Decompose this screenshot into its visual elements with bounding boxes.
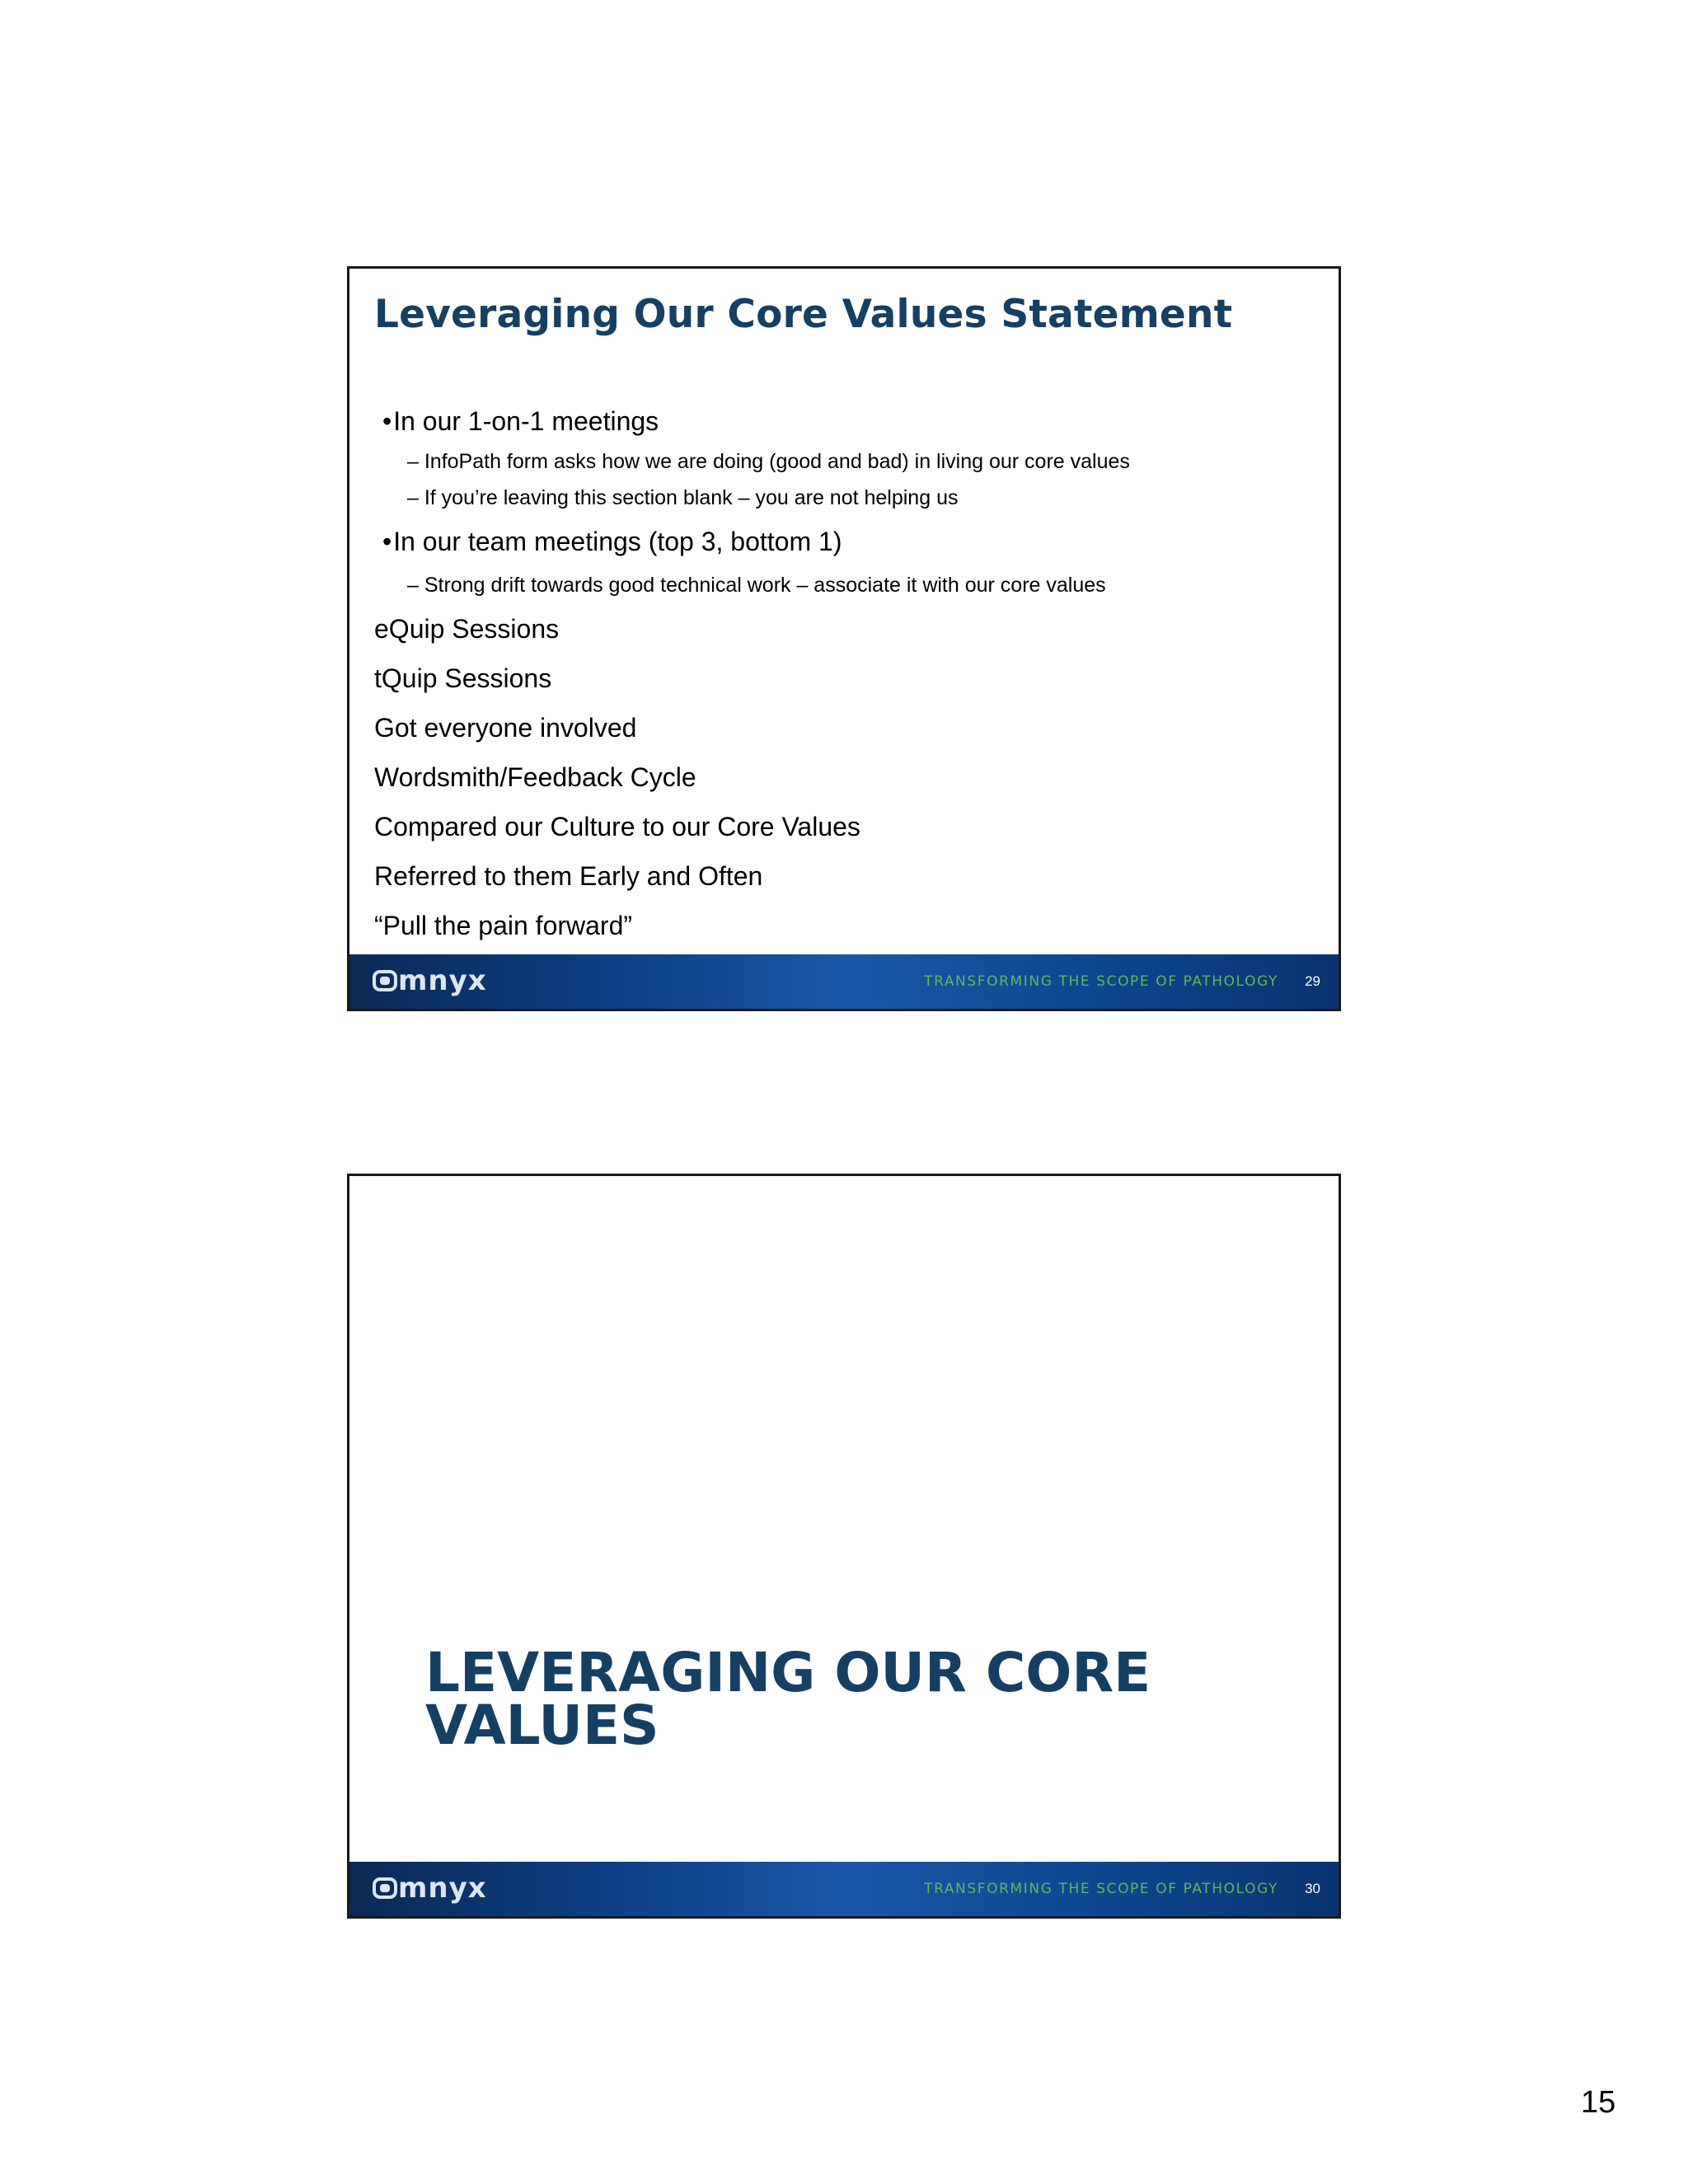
bullet-icon: •: [382, 527, 392, 556]
logo-mark-icon: [373, 970, 397, 991]
bullet-item: [382, 405, 1314, 438]
bullet-text: In our team meetings (top 3, bottom 1): [393, 527, 842, 556]
list-item: “Pull the pain forward”: [374, 911, 633, 940]
bullet-text: In our 1-on-1 meetings: [393, 406, 659, 436]
list-item: Referred to them Early and Often: [374, 861, 763, 891]
document-page-number: 15: [1581, 2085, 1616, 2120]
slide-content: [374, 405, 1314, 942]
slide-footer: [349, 1862, 1339, 1916]
logo-text: mnyx: [398, 1872, 487, 1905]
slide-number: 29: [1305, 973, 1320, 989]
slide-title: Leveraging Our Core Values Statement: [374, 292, 1233, 337]
slide-29: [347, 266, 1341, 1011]
list-item: Wordsmith/Feedback Cycle: [374, 762, 696, 792]
list-item: tQuip Sessions: [374, 663, 552, 693]
list-item: eQuip Sessions: [374, 614, 560, 644]
sub-bullet-item: – Strong drift towards good technical work – associate it with our core values: [407, 574, 1106, 597]
slide-30: [347, 1174, 1341, 1919]
omnyx-logo: [373, 966, 487, 996]
logo-mark-icon: [373, 1877, 397, 1899]
slide-number: 30: [1305, 1881, 1320, 1896]
slide-footer: [349, 954, 1339, 1009]
footer-tagline: TRANSFORMING THE SCOPE OF PATHOLOGY: [924, 1881, 1278, 1897]
logo-text: mnyx: [398, 964, 487, 997]
list-item: Compared our Culture to our Core Values: [374, 812, 860, 841]
bullet-item: [382, 525, 1314, 558]
sub-bullet-item: – If you’re leaving this section blank – you are not helping us: [407, 486, 959, 509]
footer-tagline: TRANSFORMING THE SCOPE OF PATHOLOGY: [924, 973, 1278, 990]
list-item: Got everyone involved: [374, 713, 637, 743]
section-title: LEVERAGING OUR CORE VALUES: [425, 1641, 1151, 1757]
bullet-icon: •: [382, 406, 392, 436]
sub-bullet-item: – InfoPath form asks how we are doing (good and bad) in living our core values: [407, 450, 1130, 473]
omnyx-logo: [373, 1873, 487, 1903]
